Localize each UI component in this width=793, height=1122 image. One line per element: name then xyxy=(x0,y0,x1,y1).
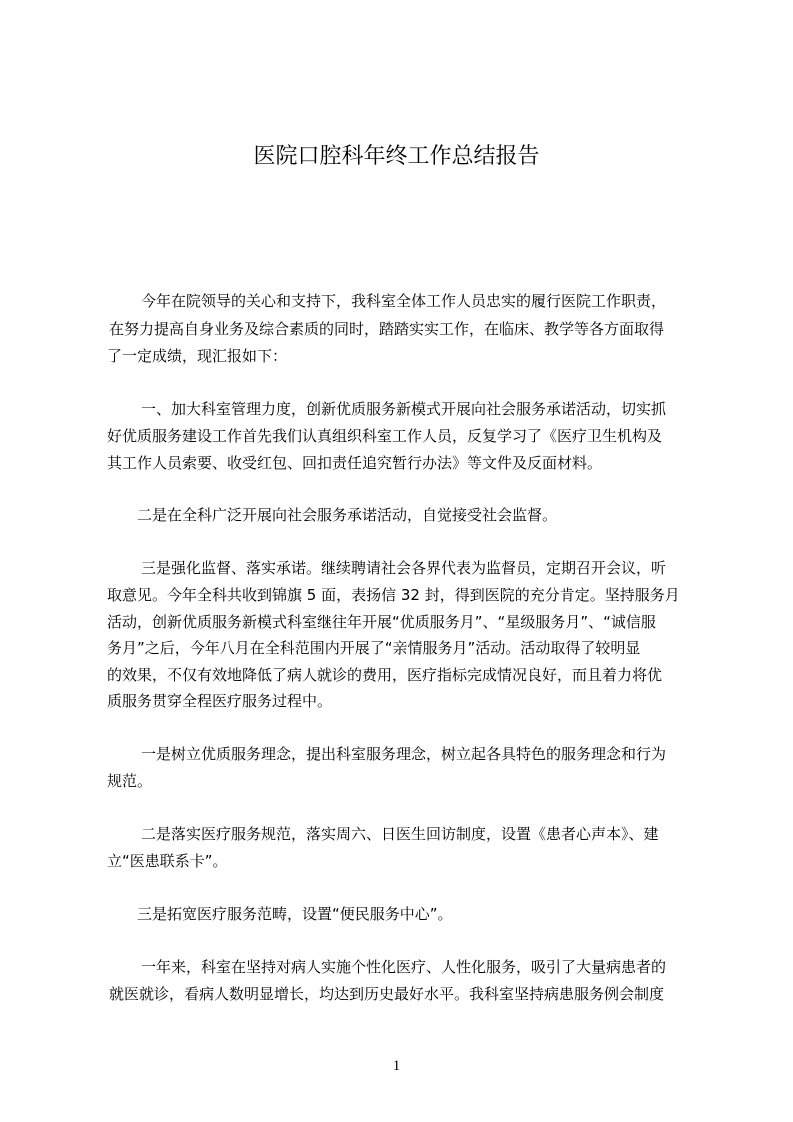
paragraph-3-line-1: 二是在全科广泛开展向社会服务承诺活动，自觉接受社会监督。 xyxy=(137,506,558,524)
paragraph-5-line-1: 一是树立优质服务理念，提出科室服务理念，树立起各具特色的服务理念和行为 xyxy=(141,745,667,763)
paragraph-2-line-2: 好优质服务建设工作首先我们认真组织科室工作人员，反复学习了《医疗卫生机构及 xyxy=(107,427,663,445)
paragraph-1-line-1: 今年在院领导的关心和支持下，我科室全体工作人员忠实的履行医院工作职责， xyxy=(141,292,667,310)
paragraph-1-line-2: 在努力提高自身业务及综合素质的同时，踏踏实实工作，在临床、教学等各方面取得 xyxy=(109,320,665,338)
document-title: 医院口腔科年终工作总结报告 xyxy=(253,144,540,169)
paragraph-6-line-1: 二是落实医疗服务规范，落实周六、日医生回访制度，设置《患者心声本》、建 xyxy=(141,825,659,843)
paragraph-4-line-3: 活动，创新优质服务新模式科室继往年开展“优质服务月”、“星级服务月”、“诚信服 xyxy=(107,613,656,631)
paragraph-2-line-3: 其工作人员索要、收受红包、回扣责任追究暂行办法》等文件及反面材料。 xyxy=(107,454,603,472)
page-number: 1 xyxy=(392,1058,401,1074)
paragraph-8-line-2: 就医就诊，看病人数明显增长，均达到历史最好水平。我科室坚持病患服务例会制度 xyxy=(109,985,665,1003)
paragraph-4-line-5: 的效果，不仅有效地降低了病人就诊的费用，医疗指标完成情况良好，而且着力将优 xyxy=(107,666,663,684)
paragraph-6-line-2: 立“医患联系卡”。 xyxy=(107,852,228,870)
paragraph-1-line-3: 了一定成绩，现汇报如下： xyxy=(107,347,288,365)
paragraph-5-line-2: 规范。 xyxy=(107,772,153,790)
paragraph-2-line-1: 一、加大科室管理力度，创新优质服务新模式开展向社会服务承诺活动，切实抓 xyxy=(141,400,667,418)
paragraph-4-line-1: 三是强化监督、落实承诺。继续聘请社会各界代表为监督员，定期召开会议，听 xyxy=(141,559,667,577)
paragraph-4-line-4: 务月”之后，今年八月在全科范围内开展了“亲情服务月”活动。活动取得了较明显 xyxy=(107,639,641,657)
paragraph-4-line-2: 取意见。今年全科共收到锦旗 5 面，表扬信 32 封，得到医院的充分肯定。坚持服务月 xyxy=(107,586,680,604)
paragraph-8-line-1: 一年来，科室在坚持对病人实施个性化医疗、人性化服务，吸引了大量病患者的 xyxy=(141,958,667,976)
paragraph-4-line-6: 质服务贯穿全程医疗服务过程中。 xyxy=(107,692,333,710)
paragraph-7-line-1: 三是拓宽医疗服务范畴，设置“便民服务中心”。 xyxy=(137,905,453,923)
